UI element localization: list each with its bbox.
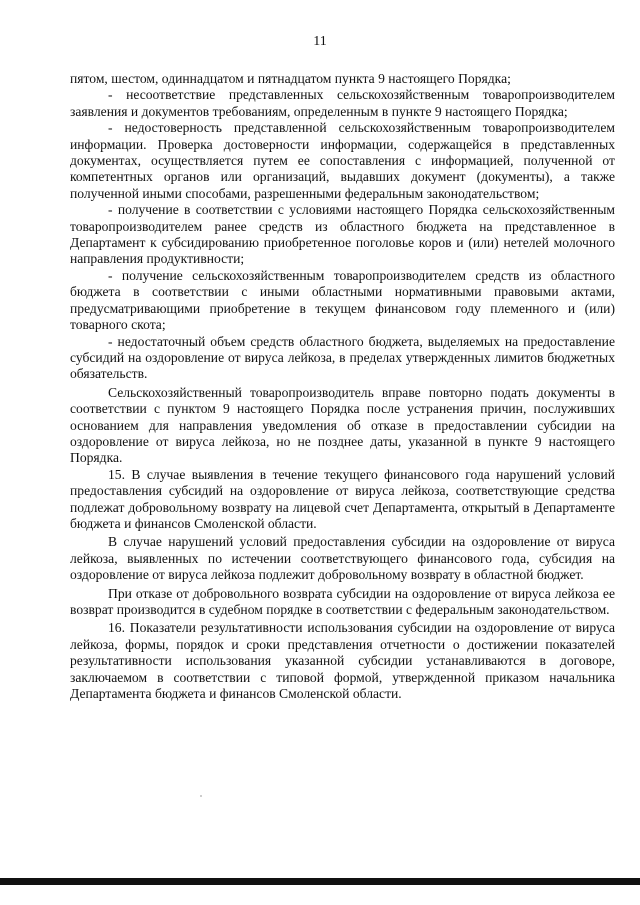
paragraph-resubmission: Сельскохозяйственный товаропроизводитель вправе повторно подать документы в соответствии с пунктом 9 настоящего Порядка после устранения причин, послуживших основанием для направления уведомления об отказе в предоставлении субсидии на оздоровление от вируса лейкоза, но не позднее даты, указанной в пункте 9 настоящего Порядка. — [70, 384, 615, 466]
scan-speck — [200, 795, 202, 797]
paragraph-list-continuation: пятом, шестом, одиннадцатом и пятнадцатом пункта 9 настоящего Порядка; — [70, 71, 511, 86]
paragraph-other-regional-acts: - получение сельскохозяйственным товаропроизводителем средств из областного бюджета в соответствии с иными областными нормативными правовыми актами, предусматривающими приобретение в текущем финансовом году племенного и (или) товарного скота; — [70, 267, 615, 333]
paragraph-violation-after-year: В случае нарушений условий предоставления субсидии на оздоровление от вируса лейкоза, выявленных по истечении соответствующего финансового года, субсидия на оздоровление от вируса лейкоза подлежит добровольному возврату в областной бюджет. — [70, 534, 615, 583]
paragraph-clause-15: 15. В случае выявления в течение текущего финансового года нарушений условий предоставления субсидий на оздоровление от вируса лейкоза, соответствующие средства подлежат добровольному возврату на лицевой счет Департамента, открытый в Департаменте бюджета и финансов Смоленской области. — [70, 466, 615, 531]
paragraph-clause-16: 16. Показатели результативности использования субсидии на оздоровление от вируса лейкоза, формы, порядок и сроки представления отчетности о достижении показателей результативности использования указанной субсидии устанавливаются в договоре, заключаемом в соответствии с типовой формой, утвержденной приказом начальника Департамента бюджета и финансов Смоленской области. — [70, 620, 615, 702]
paragraph-insufficient-budget: - недостаточный объем средств областного бюджета, выделяемых на предоставление субсидий на оздоровление от вируса лейкоза, в пределах утвержденных лимитов бюджетных обязательств. — [70, 333, 615, 382]
document-body — [70, 71, 615, 702]
scan-bottom-border — [0, 878, 640, 885]
paragraph-court-recovery: При отказе от добровольного возврата субсидии на оздоровление от вируса лейкоза ее возврат производится в судебном порядке в соответствии с федеральным законодательством. — [70, 585, 615, 617]
paragraph-nonconformity: - несоответствие представленных сельскохозяйственным товаропроизводителем заявления и документов требованиям, определенным в пункте 9 настоящего Порядка; — [70, 87, 615, 119]
page-number: 11 — [313, 34, 327, 49]
paragraph-unreliability: - недостоверность представленной сельскохозяйственным товаропроизводителем информации. Проверка достоверности информации, содержащейся в представленных документах, осуществляется путем ее сопоставления с информацией, полученной от компетентных органов или организаций, выдавших документ (документы), а также полученной иными способами, разрешенными федеральным законодательством; — [70, 120, 615, 201]
paragraph-prior-funding: - получение в соответствии с условиями настоящего Порядка сельскохозяйственным товаропроизводителем ранее средств из областного бюджета на представленное в Департамент к субсидированию приобретенное поголовье коров и (или) нетелей молочного направления продуктивности; — [70, 202, 615, 267]
